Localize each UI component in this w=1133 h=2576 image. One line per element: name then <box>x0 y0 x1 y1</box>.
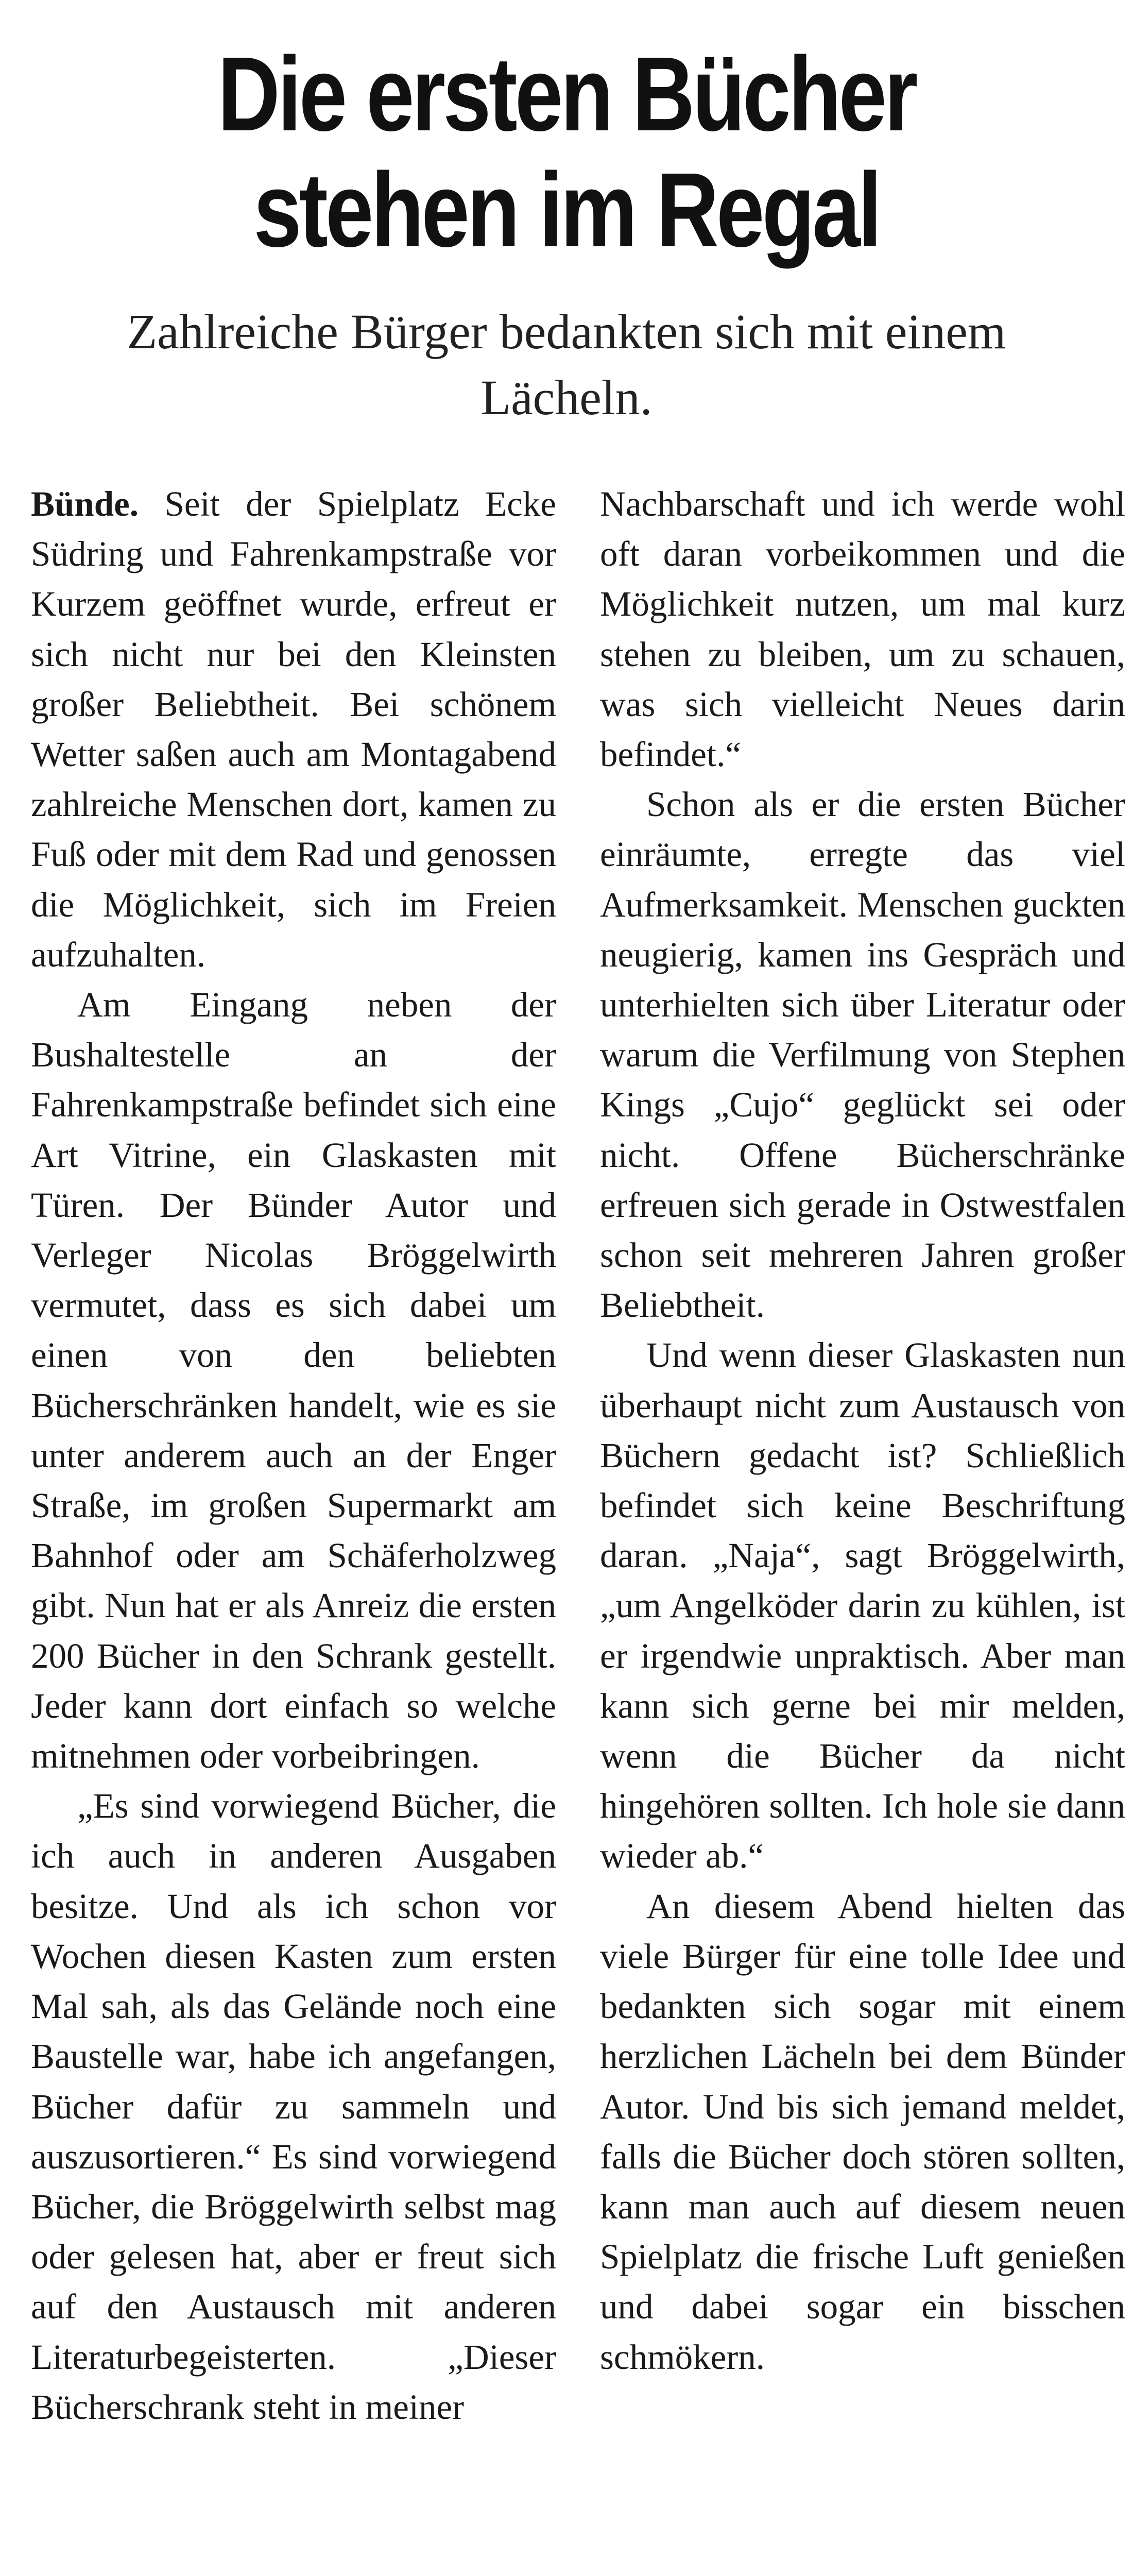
paragraph-4: Schon als er die ersten Bücher einräumte, erregte das viel Aufmerksamkeit. Menschen guckten neugierig, kamen ins Gespräch und unterhielten sich über Literatur oder warum die Verfilmung von Stephen Kings „Cujo“ geglückt sei oder nicht. Offene Bücherschränke erfreuen sich gerade in Ostwestfalen schon seit mehreren Jahren großer Beliebtheit. <box>600 785 1125 1325</box>
paragraph-2: Am Eingang neben der Bushaltestelle an der Fahrenkampstraße befindet sich eine Art Vitrine, ein Glaskasten mit Türen. Der Bünder Autor und Verleger Nicolas Bröggelwirth vermutet, dass es sich dabei um einen von den beliebten Bücherschränken handelt, wie es sie unter anderem auch an der Enger Straße, im großen Supermarkt am Bahnhof oder am Schäferholzweg gibt. Nun hat er als Anreiz die ersten 200 Bücher in den Schrank gestellt. Jeder kann dort einfach so welche mitnehmen oder vorbeibringen. <box>31 985 556 1776</box>
subheadline: Zahlreiche Bürger bedankten sich mit einem Lächeln. <box>127 304 1006 425</box>
headline <box>102 36 1031 268</box>
paragraph-1-text: Seit der Spielplatz Ecke Südring und Fahrenkampstraße vor Kurzem geöffnet wurde, erfreut er sich nicht nur bei den Kleinsten großer Beliebtheit. Bei schönem Wetter saßen auch am Montagabend zahlreiche Menschen dort, kamen zu Fuß oder mit dem Rad und genossen die Möglichkeit, sich im Freien aufzuhalten. <box>31 484 556 974</box>
paragraph-5: Und wenn dieser Glaskasten nun überhaupt nicht zum Austausch von Büchern gedacht ist? Schließlich befindet sich keine Beschriftung daran. „Naja“, sagt Bröggelwirth, „um Angelköder darin zu kühlen, ist er irgendwie unpraktisch. Aber man kann sich gerne bei mir melden, wenn die Bücher da nicht hingehören sollten. Ich hole sie dann wieder ab.“ <box>600 1335 1125 1876</box>
paragraph-3: „Es sind vorwiegend Bücher, die ich auch in anderen Ausgaben besitze. Und als ich schon vor Wochen diesen Kasten zum ersten Mal sah, als das Gelände noch eine Baustelle war, habe ich angefangen, Bücher dafür zu sammeln und auszusortieren.“ Es sind vorwiegend Bücher, die Bröggelwirth selbst mag oder gelesen hat, aber er freut sich auf den Austausch mit anderen Literaturbegeisterten. „Dieser Bücherschrank steht in meiner <box>31 1786 556 2427</box>
column-right <box>600 479 1125 2382</box>
headline-line-2: stehen im Regal <box>253 151 880 269</box>
article-body <box>31 479 1125 2576</box>
paragraph-3-continued: Nachbarschaft und ich werde wohl oft daran vorbeikommen und die Möglichkeit nutzen, um mal kurz stehen zu bleiben, um zu schauen, was sich vielleicht Neues darin befindet.“ <box>600 484 1125 774</box>
dateline: Bünde. <box>31 484 139 523</box>
headline-line-1: Die ersten Bücher <box>217 35 916 153</box>
paragraph-6: An diesem Abend hielten das viele Bürger für eine tolle Idee und bedankten sich sogar mit einem herzlichen Lächeln bei dem Bünder Autor. Und bis sich jemand meldet, falls die Bücher doch stören sollten, kann man auch auf diesem neuen Spielplatz die frische Luft genießen und dabei sogar ein bisschen schmökern. <box>600 1886 1125 2377</box>
column-left <box>31 479 556 2432</box>
paragraph-1 <box>31 479 556 980</box>
